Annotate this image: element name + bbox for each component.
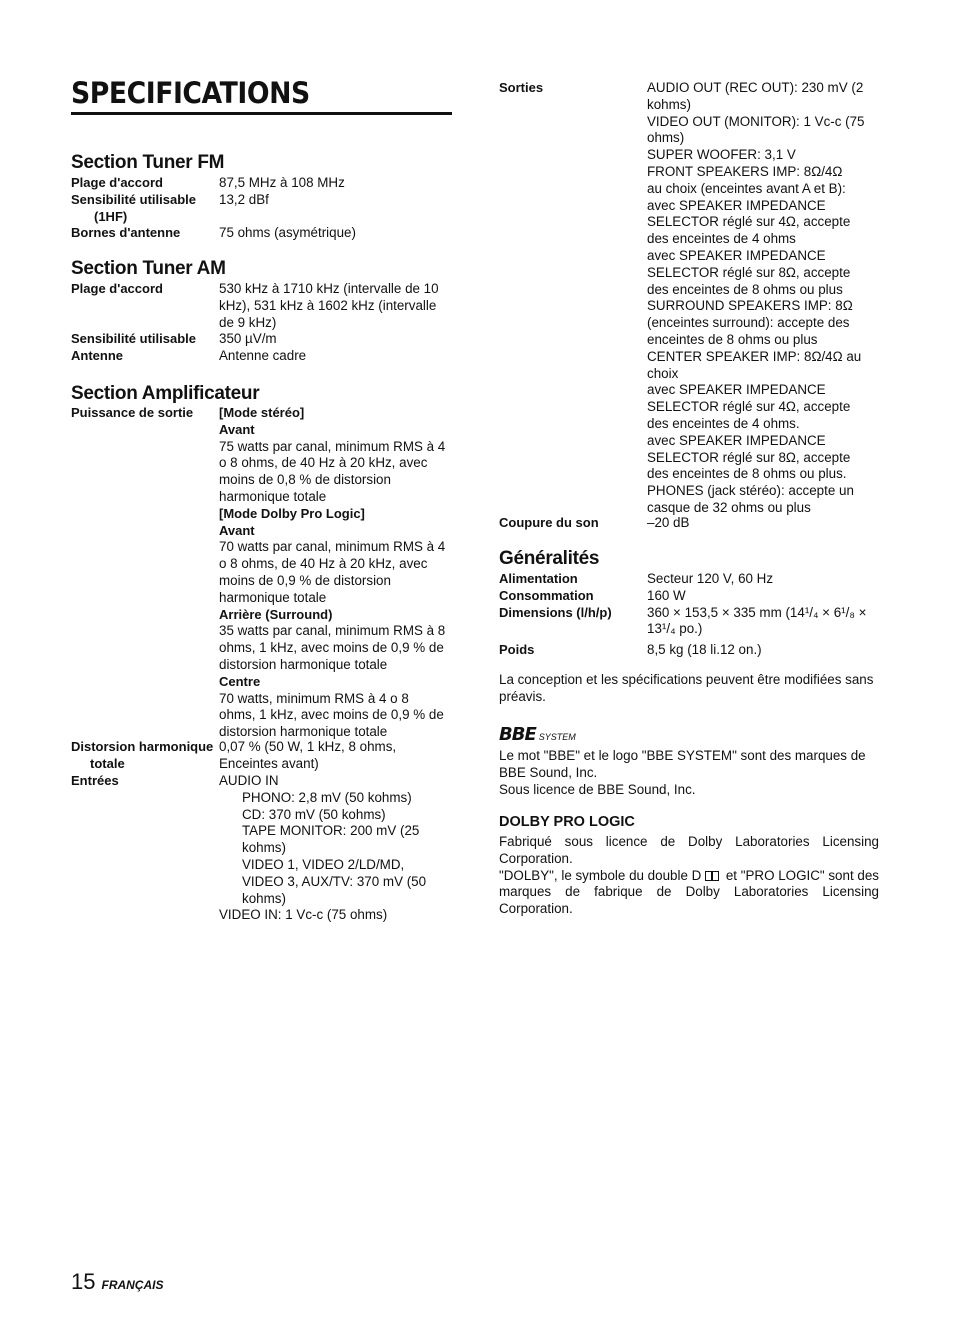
spec-value-line: Secteur 120 V, 60 Hz: [647, 571, 774, 586]
spec-value-line: PHONO: 2,8 mV (50 kohms): [242, 789, 412, 805]
bbe-logo: [499, 724, 576, 746]
spec-row: [71, 281, 439, 331]
spec-value: [219, 405, 445, 741]
dolby-line: marques de fabrique de Dolby Laboratories Licensing: [499, 884, 879, 900]
spec-value-line: moins de 0,8 % de distorsion: [219, 472, 391, 488]
section-heading-amplifier: Section Amplificateur: [71, 383, 260, 404]
dolby-line: Fabriqué sous licence de Dolby Laboratories Licensing: [499, 834, 879, 849]
spec-row: [71, 331, 277, 348]
spec-value-line: 75 ohms (asymétrique): [219, 225, 356, 241]
section-heading-general: Généralités: [499, 548, 600, 569]
spec-value-line: 35 watts par canal, minimum RMS à 8: [219, 623, 446, 639]
dolby-line: Corporation.: [499, 850, 573, 866]
spec-value-line: TAPE MONITOR: 200 mV (25: [242, 823, 420, 839]
spec-label: [71, 225, 219, 242]
spec-value-line: 13,2 dBf: [219, 191, 269, 207]
spec-label: [499, 642, 647, 659]
page-number: 15: [71, 1269, 96, 1294]
spec-value: [219, 281, 439, 331]
notice-line: préavis.: [499, 688, 546, 704]
spec-value-line: casque de 32 ohms ou plus: [647, 499, 811, 515]
spec-value-line: Enceintes avant): [219, 755, 319, 771]
spec-value-line: 8,5 kg (18 li.12 on.): [647, 642, 762, 658]
dolby-line: [499, 868, 879, 885]
spec-value-line: VIDEO 3, AUX/TV: 370 mV (50: [242, 873, 427, 889]
spec-value: [219, 225, 356, 242]
spec-label-line: Plage d'accord: [71, 281, 163, 296]
double-d-icon: [705, 871, 719, 881]
spec-value: [647, 571, 773, 588]
spec-label-line: Dimensions (l/h/p): [499, 604, 612, 620]
spec-value-line: ohms): [647, 130, 685, 146]
spec-value: [647, 80, 865, 517]
spec-row: [71, 225, 356, 242]
spec-label: [71, 192, 219, 226]
spec-value-line: kohms): [242, 840, 286, 856]
spec-value-line: (enceintes surround): accepte des: [647, 315, 850, 331]
bbe-line: Le mot "BBE" et le logo "BBE SYSTEM" sont des marques de: [499, 748, 866, 763]
dolby-line: Corporation.: [499, 901, 573, 917]
spec-value-line: avec SPEAKER IMPEDANCE: [647, 382, 826, 398]
spec-value-line: des enceintes de 8 ohms ou plus: [647, 281, 843, 297]
spec-value-line: kohms): [647, 96, 691, 112]
spec-value-line: ohms, 1 kHz, avec moins de 0,9 % de: [219, 640, 444, 656]
spec-value-line: 360 × 153,5 × 335 mm (14¹/₄ × 6¹/₈ ×: [647, 604, 867, 620]
dolby-heading: DOLBY PRO LOGIC: [499, 814, 635, 830]
title-underline: [71, 112, 452, 115]
language-label: FRANÇAIS: [101, 1278, 164, 1292]
distortion-spec: [71, 739, 396, 773]
spec-value-line: 75 watts par canal, minimum RMS à 4: [219, 438, 446, 454]
spec-subheading: Avant: [219, 522, 255, 538]
dolby-notice: [499, 834, 879, 918]
spec-label-line: Poids: [499, 642, 535, 658]
tone-cut-spec: [499, 515, 689, 532]
spec-value-line: VIDEO 1, VIDEO 2/LD/MD,: [242, 856, 405, 872]
spec-label: [71, 348, 219, 365]
spec-value: [219, 739, 396, 773]
spec-value-line: 87,5 MHz à 108 MHz: [219, 175, 345, 190]
spec-value-line: des enceintes de 8 ohms ou plus.: [647, 466, 847, 482]
power-output-spec: [71, 405, 445, 741]
spec-row: [71, 175, 345, 192]
spec-label: [499, 571, 647, 588]
spec-value-line: SELECTOR réglé sur 8Ω, accepte: [647, 264, 851, 280]
spec-value: [647, 588, 686, 605]
spec-value-line: ohms, 1 kHz, avec moins de 0,9 % de: [219, 707, 444, 723]
spec-value-line: VIDEO IN: 1 Vc-c (75 ohms): [219, 907, 388, 923]
spec-label: Puissance de sortie: [71, 405, 194, 420]
spec-value-line: moins de 0,9 % de distorsion: [219, 572, 391, 588]
spec-value-line: PHONES (jack stéréo): accepte un: [647, 483, 854, 499]
spec-value-line: CD: 370 mV (50 kohms): [242, 806, 386, 822]
spec-value-line: 0,07 % (50 W, 1 kHz, 8 ohms,: [219, 739, 397, 754]
spec-value-line: avec SPEAKER IMPEDANCE: [647, 247, 826, 263]
outputs-spec: [499, 80, 865, 517]
spec-value-line: 13¹/₄ po.): [647, 621, 703, 637]
dolby-text: "DOLBY", le symbole du double D: [499, 867, 702, 883]
spec-row: [499, 605, 866, 639]
spec-label: Entrées: [71, 773, 119, 788]
spec-label-line: Sensibilité utilisable: [71, 331, 196, 347]
spec-label-line: Sensibilité utilisable: [71, 191, 196, 207]
spec-label-line: Antenne: [71, 348, 123, 364]
spec-label-line: Consommation: [499, 587, 594, 603]
spec-value: [219, 175, 345, 192]
spec-value-line: 530 kHz à 1710 kHz (intervalle de 10: [219, 281, 439, 296]
spec-label: Sorties: [499, 80, 544, 95]
bbe-notice: [499, 748, 883, 798]
spec-row: [71, 348, 306, 365]
spec-label: [499, 588, 647, 605]
spec-value-line: 160 W: [647, 587, 686, 603]
spec-value-line: SELECTOR réglé sur 4Ω, accepte: [647, 399, 851, 415]
section-heading-tuner-am: Section Tuner AM: [71, 258, 226, 279]
bbe-logo-system: SYSTEM: [538, 732, 576, 742]
section-heading-tuner-fm: Section Tuner FM: [71, 152, 225, 173]
spec-value-line: o 8 ohms, de 40 Hz à 20 kHz, avec: [219, 556, 428, 572]
bbe-logo-mark: BBE: [499, 724, 536, 745]
spec-subheading: [Mode Dolby Pro Logic]: [219, 505, 365, 521]
spec-value: [219, 192, 269, 226]
spec-value-line: Antenne cadre: [219, 348, 307, 364]
spec-row: [71, 192, 269, 226]
spec-value-line: kHz), 531 kHz à 1602 kHz (intervalle: [219, 297, 437, 313]
spec-value-line: VIDEO OUT (MONITOR): 1 Vc-c (75: [647, 113, 865, 129]
spec-value: [219, 348, 306, 365]
spec-label: [71, 175, 219, 192]
spec-value: [647, 642, 762, 659]
bbe-line: Sous licence de BBE Sound, Inc.: [499, 781, 696, 797]
spec-label-line: Bornes d'antenne: [71, 225, 181, 241]
spec-value-line: distorsion harmonique totale: [219, 724, 388, 740]
spec-value-line: avec SPEAKER IMPEDANCE: [647, 197, 826, 213]
spec-value-line: des enceintes de 4 ohms: [647, 231, 796, 247]
spec-label-line: Alimentation: [499, 571, 578, 586]
spec-value: –20 dB: [647, 515, 690, 530]
spec-label: [71, 281, 219, 331]
change-notice: [499, 672, 883, 706]
spec-value-line: SURROUND SPEAKERS IMP: 8Ω: [647, 298, 853, 314]
spec-label: [499, 605, 647, 639]
spec-value-line: SELECTOR réglé sur 4Ω, accepte: [647, 214, 851, 230]
spec-label: Coupure du son: [499, 515, 599, 530]
spec-label: [71, 331, 219, 348]
page-footer: [71, 1269, 164, 1294]
spec-value-line: o 8 ohms, de 40 Hz à 20 kHz, avec: [219, 455, 428, 471]
spec-value-line: CENTER SPEAKER IMP: 8Ω/4Ω au: [647, 348, 862, 364]
bbe-line: BBE Sound, Inc.: [499, 764, 598, 780]
spec-value-line: des enceintes de 4 ohms.: [647, 415, 800, 431]
spec-value-line: harmonique totale: [219, 589, 327, 605]
spec-row: [499, 571, 773, 588]
spec-subheading: Avant: [219, 421, 255, 437]
spec-value-line: AUDIO OUT (REC OUT): 230 mV (2: [647, 80, 864, 95]
page-title: SPECIFICATIONS: [71, 76, 310, 110]
spec-subheading: Centre: [219, 673, 261, 689]
spec-row: [499, 642, 762, 659]
spec-value-line: FRONT SPEAKERS IMP: 8Ω/4Ω: [647, 163, 843, 179]
spec-subheading: [Mode stéréo]: [219, 405, 305, 420]
spec-value-line: enceintes de 8 ohms ou plus: [647, 331, 818, 347]
spec-value-line: 350 µV/m: [219, 331, 277, 347]
spec-value-line: 70 watts, minimum RMS à 4 o 8: [219, 690, 409, 706]
spec-label-line: Plage d'accord: [71, 175, 163, 190]
spec-label: [71, 739, 219, 773]
spec-label-line: totale: [90, 755, 125, 771]
spec-label-line: (1HF): [94, 208, 128, 224]
dolby-line-part: [499, 868, 719, 885]
spec-row: [499, 588, 686, 605]
notice-line: La conception et les spécifications peuvent être modifiées sans: [499, 672, 874, 687]
spec-value-line: avec SPEAKER IMPEDANCE: [647, 432, 826, 448]
spec-label-line: Distorsion harmonique: [71, 739, 214, 754]
spec-value: [647, 605, 866, 639]
spec-subheading: Arrière (Surround): [219, 606, 333, 622]
spec-value: [219, 773, 426, 924]
spec-value-line: kohms): [242, 890, 286, 906]
spec-value-line: de 9 kHz): [219, 314, 277, 330]
inputs-spec: [71, 773, 426, 924]
spec-value-line: SUPER WOOFER: 3,1 V: [647, 147, 796, 163]
spec-value-line: 70 watts par canal, minimum RMS à 4: [219, 539, 446, 555]
spec-value: [219, 331, 277, 348]
spec-value-line: distorsion harmonique totale: [219, 656, 388, 672]
spec-value-line: SELECTOR réglé sur 8Ω, accepte: [647, 449, 851, 465]
dolby-text: et "PRO LOGIC" sont des: [725, 867, 879, 883]
spec-value-line: AUDIO IN: [219, 773, 279, 788]
spec-value-line: harmonique totale: [219, 488, 327, 504]
spec-value-line: au choix (enceintes avant A et B):: [647, 180, 846, 196]
spec-value-line: choix: [647, 365, 679, 381]
